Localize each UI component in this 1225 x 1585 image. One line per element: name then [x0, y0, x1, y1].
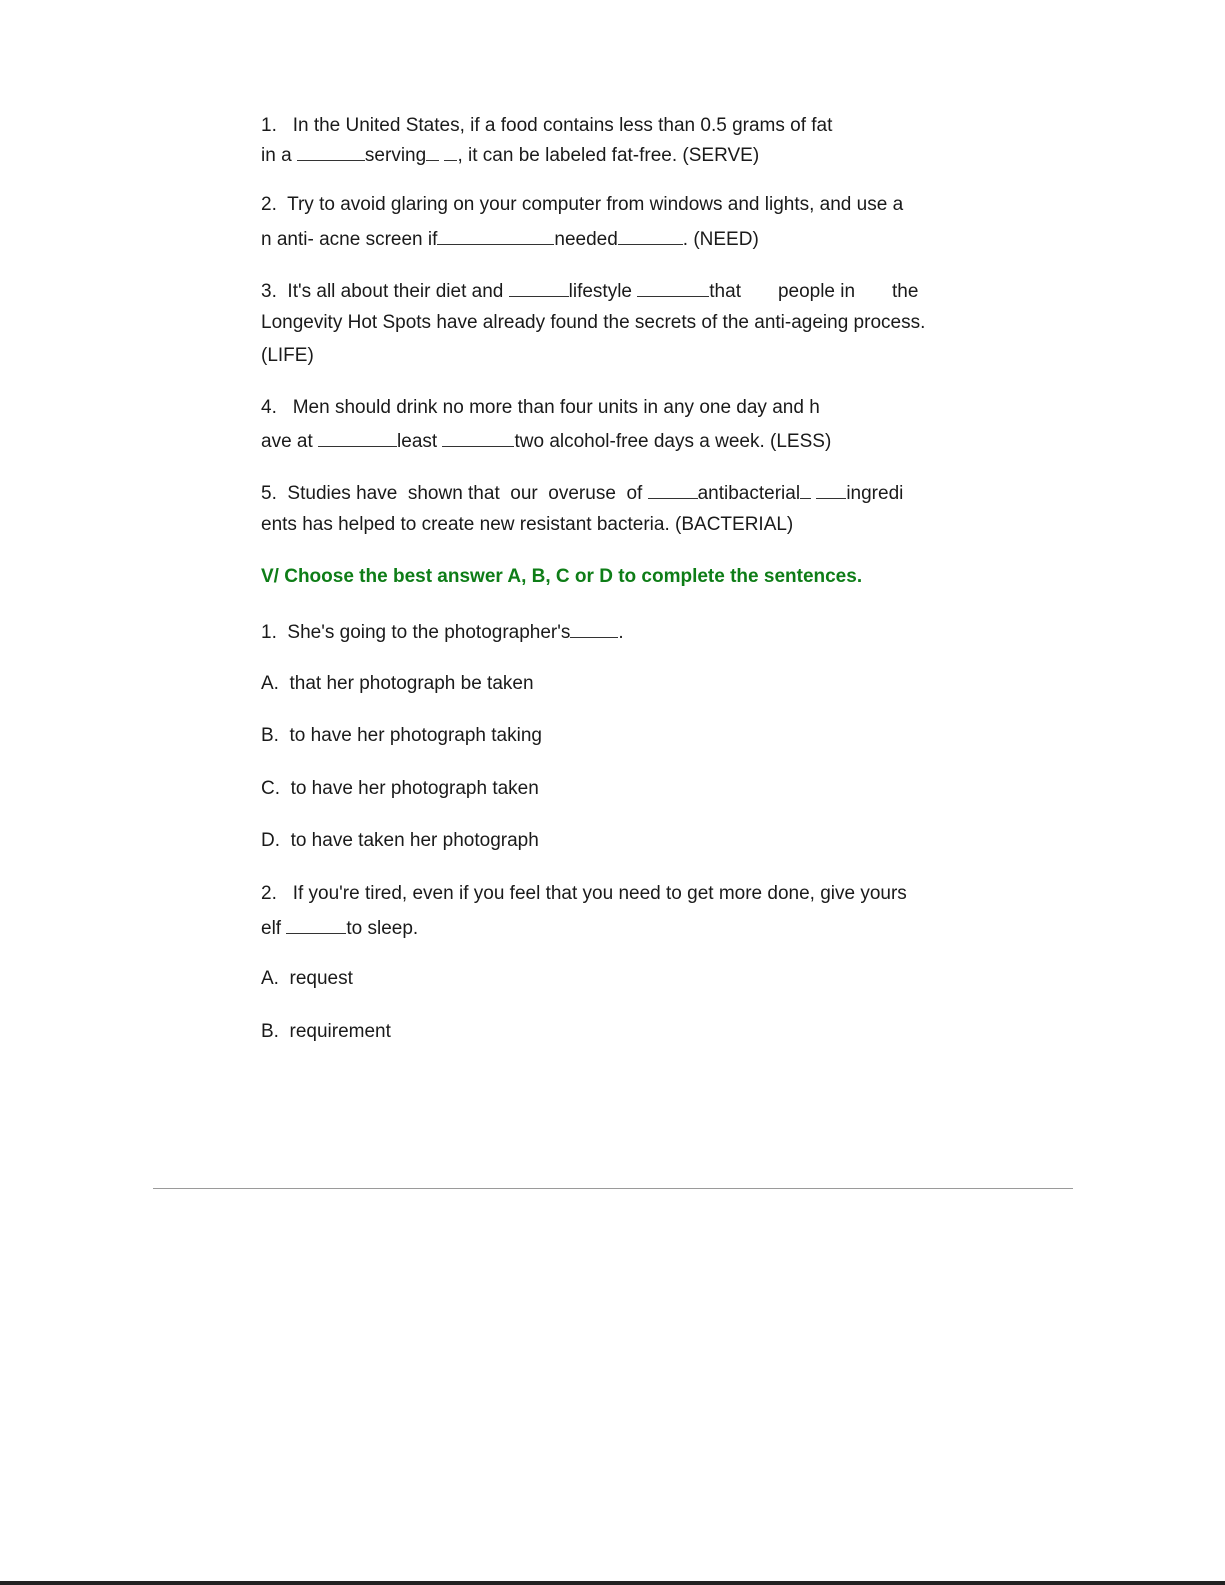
q4-text-after-blank: two alcohol-free days a week. (LESS): [514, 431, 832, 452]
q5-text: Studies have shown that our overuse of: [287, 483, 643, 504]
option-letter: B.: [261, 725, 279, 746]
option-text: request: [289, 968, 353, 989]
q3-text-the: the: [892, 281, 919, 302]
q2-number: 2.: [261, 194, 277, 215]
answer-blank[interactable]: [648, 480, 698, 499]
q5-line-2: ents has helped to create new resistant bacteria. (BACTERIAL): [261, 514, 794, 535]
mc-q1-option-b[interactable]: [261, 724, 542, 748]
q3-text-that: that: [709, 281, 741, 302]
q5-text-end: ingredi: [846, 483, 904, 504]
q3-line-2: Longevity Hot Spots have already found the secrets of the anti-ageing process.: [261, 312, 926, 333]
q1-number: 1.: [261, 115, 277, 136]
q4-line-1: [261, 396, 820, 420]
answer-blank[interactable]: [800, 480, 811, 499]
answer-blank[interactable]: [816, 480, 846, 499]
q1-answer: serving: [364, 145, 427, 166]
page-bottom-edge: [0, 1581, 1225, 1585]
mc-q2-option-a[interactable]: [261, 967, 353, 991]
q3-line-3: (LIFE): [261, 345, 314, 366]
option-text: to have taken her photograph: [290, 830, 539, 851]
q4-line-2: [261, 428, 831, 454]
option-letter: D.: [261, 830, 280, 851]
mc-q2-stem-line-1: [261, 882, 907, 906]
answer-blank[interactable]: [637, 278, 709, 297]
q4-text: Men should drink no more than four units in any one day and h: [292, 397, 820, 418]
q3-text: It's all about their diet and: [287, 281, 504, 302]
q2-line-1: [261, 193, 903, 217]
mc-q1-option-c[interactable]: [261, 777, 539, 801]
option-letter: A.: [261, 968, 279, 989]
mc-q1-number: 1.: [261, 622, 277, 643]
page-divider: [153, 1188, 1073, 1189]
q1-line-1: [261, 114, 832, 138]
answer-blank[interactable]: [509, 278, 569, 297]
q2-answer: needed: [554, 229, 618, 250]
q1-line-2: [261, 142, 759, 168]
answer-blank[interactable]: [286, 915, 346, 934]
mc-q1-option-d[interactable]: [261, 829, 539, 853]
q5-line-1: [261, 480, 903, 506]
mc-q2-text: If you're tired, even if you feel that you need to get more done, give yours: [292, 883, 907, 904]
q5-number: 5.: [261, 483, 277, 504]
q3-answer: lifestyle: [568, 281, 632, 302]
answer-blank[interactable]: [297, 142, 365, 161]
answer-blank[interactable]: [318, 428, 397, 447]
mc-q2-stem-line-2: [261, 915, 418, 941]
option-letter: B.: [261, 1021, 279, 1042]
option-letter: A.: [261, 673, 279, 694]
q4-number: 4.: [261, 397, 277, 418]
q1-text-after-blank: , it can be labeled fat-free. (SERVE): [457, 145, 760, 166]
mc-q1-end: .: [618, 622, 624, 643]
answer-blank[interactable]: [442, 428, 514, 447]
section-heading: V/ Choose the best answer A, B, C or D to complete the sentences.: [261, 566, 863, 587]
mc-q2-text-before-blank: elf: [261, 918, 287, 939]
option-letter: C.: [261, 778, 280, 799]
option-text: to have her photograph taking: [289, 725, 542, 746]
option-text: to have her photograph taken: [290, 778, 539, 799]
answer-blank[interactable]: [570, 619, 618, 638]
q3-text-people: people in: [777, 281, 856, 302]
mc-q1-stem: [261, 619, 624, 645]
mc-q2-text-after-blank: to sleep.: [346, 918, 419, 939]
q2-text-after-blank: . (NEED): [682, 229, 759, 250]
mc-q2-number: 2.: [261, 883, 277, 904]
answer-blank[interactable]: [437, 226, 554, 245]
answer-blank[interactable]: [426, 142, 439, 161]
mc-q2-option-b[interactable]: [261, 1020, 391, 1044]
q2-text: Try to avoid glaring on your computer from windows and lights, and use a: [287, 194, 904, 215]
option-text: requirement: [289, 1021, 391, 1042]
q4-text-before-blank: ave at: [261, 431, 319, 452]
q1-text: In the United States, if a food contains less than 0.5 grams of fat: [292, 115, 833, 136]
answer-blank[interactable]: [618, 226, 683, 245]
option-text: that her photograph be taken: [289, 673, 534, 694]
q5-answer: antibacterial: [697, 483, 801, 504]
q1-text-before-blank: in a: [261, 145, 297, 166]
mc-q1-option-a[interactable]: [261, 672, 534, 696]
q3-number: 3.: [261, 281, 277, 302]
mc-q1-text: She's going to the photographer's: [287, 622, 571, 643]
q2-line-2: [261, 226, 759, 252]
q3-line-1: [261, 278, 918, 304]
answer-blank[interactable]: [444, 142, 457, 161]
q4-answer: least: [397, 431, 438, 452]
q2-text-before-blank: n anti- acne screen if: [261, 229, 438, 250]
